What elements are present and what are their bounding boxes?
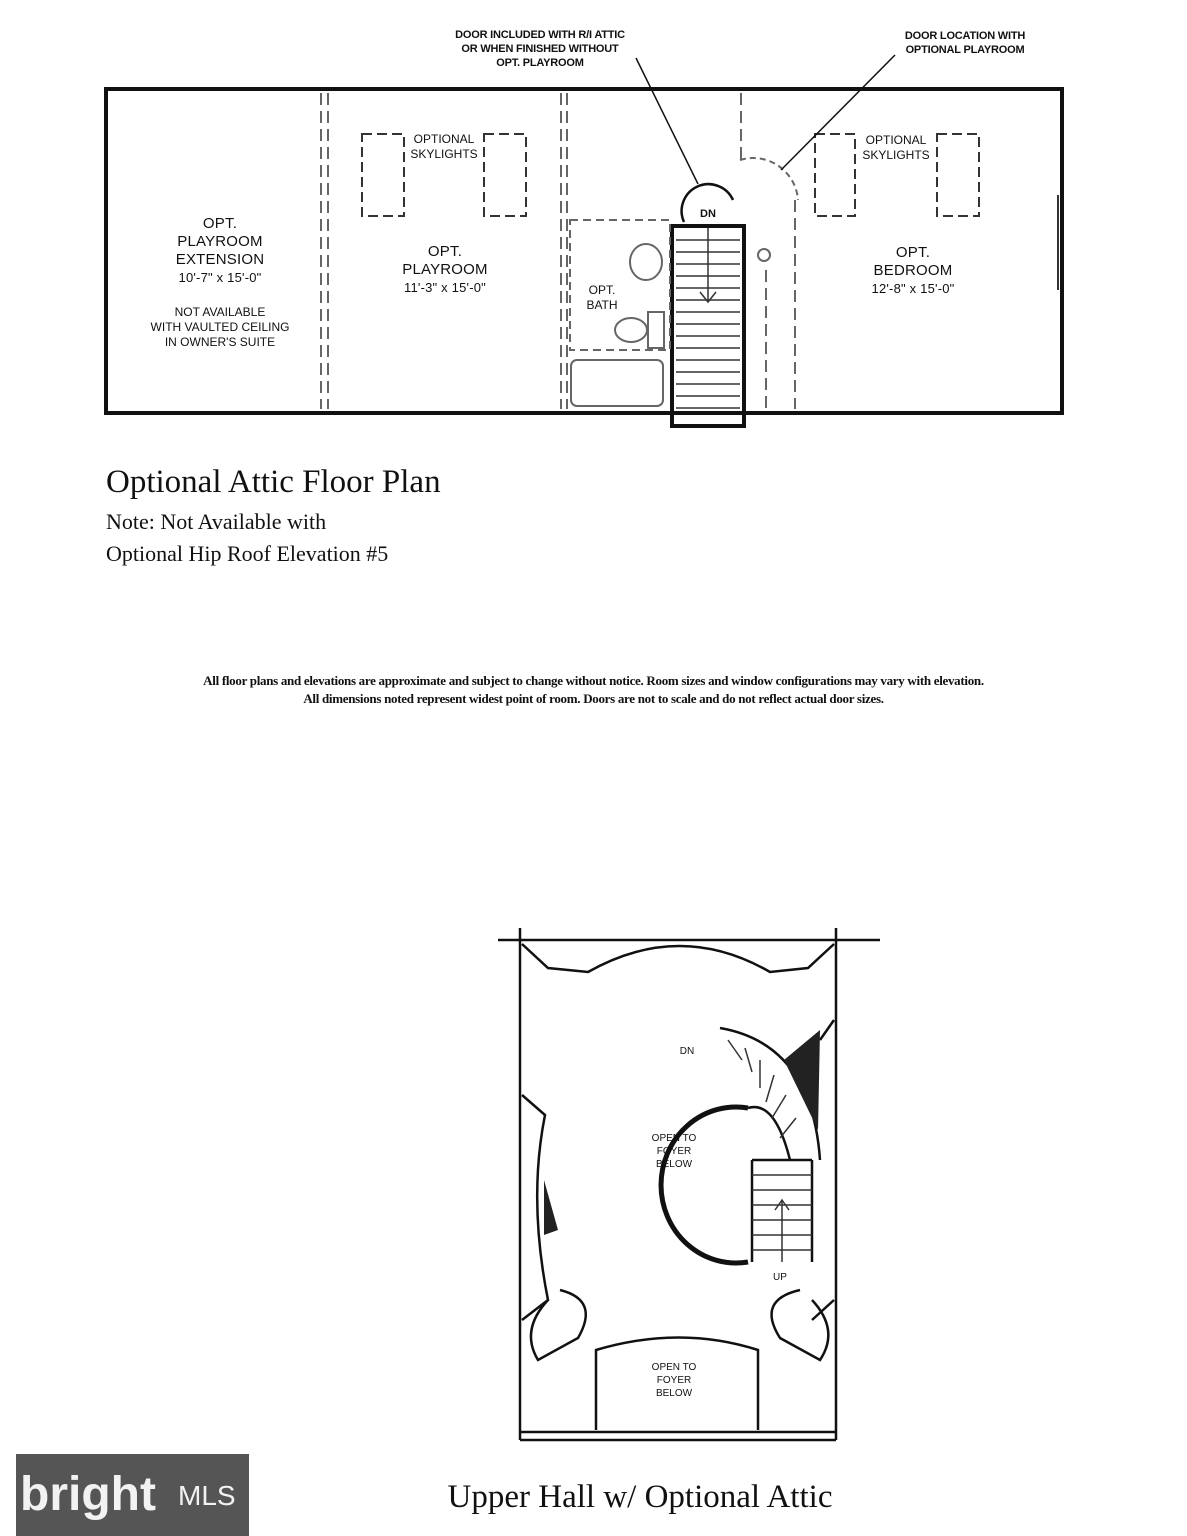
room-line: OPT. xyxy=(427,243,463,260)
callout-line: DOOR LOCATION WITH xyxy=(904,30,1026,42)
disclaimer-line2: All dimensions noted represent widest point of room. Doors are not to scale and do not reflect actual door sizes. xyxy=(303,691,884,706)
door-location-callout xyxy=(870,29,1060,57)
foyer-line: BELOW xyxy=(655,1388,693,1399)
skylight-line: OPTIONAL xyxy=(865,133,927,147)
upper-hall-title: Upper Hall w/ Optional Attic xyxy=(447,1479,833,1515)
room-dimension: 10'-7" x 15'-0" xyxy=(178,270,262,285)
foyer-line: FOYER xyxy=(656,1146,692,1157)
room-line: EXTENSION xyxy=(175,251,265,268)
upper-hall-dn-label: DN xyxy=(679,1046,695,1057)
door-ri-callout xyxy=(430,28,650,70)
callout-line: OPT. PLAYROOM xyxy=(496,57,584,69)
foyer-line: BELOW xyxy=(655,1159,693,1170)
callout-line: DOOR INCLUDED WITH R/I ATTIC xyxy=(455,29,625,41)
skylight-line: SKYLIGHTS xyxy=(410,147,478,161)
stair-dn-label: DN xyxy=(700,208,716,220)
note-line: WITH VAULTED CEILING xyxy=(150,320,290,334)
room-line: BATH xyxy=(586,298,618,312)
watermark-brand: bright xyxy=(20,1468,156,1521)
watermark-suffix: MLS xyxy=(178,1480,236,1511)
upper-hall-up-label: UP xyxy=(773,1272,787,1283)
attic-note-line1: Note: Not Available with xyxy=(106,509,327,534)
note-line: IN OWNER'S SUITE xyxy=(164,335,276,349)
skylights-label-right xyxy=(856,133,936,163)
room-dimension: 11'-3" x 15'-0" xyxy=(404,280,486,295)
foyer-line: FOYER xyxy=(656,1375,692,1386)
attic-note-line2: Optional Hip Roof Elevation #5 xyxy=(106,541,389,566)
room-line: OPT. xyxy=(895,244,931,261)
open-to-foyer-lower xyxy=(634,1361,714,1400)
playroom-extension-note xyxy=(130,305,310,350)
room-line: BEDROOM xyxy=(873,262,953,279)
bright-mls-watermark xyxy=(16,1454,249,1536)
skylight-line: SKYLIGHTS xyxy=(862,148,930,162)
foyer-line: OPEN TO xyxy=(651,1362,697,1373)
skylight-line: OPTIONAL xyxy=(413,132,475,146)
room-line: PLAYROOM xyxy=(177,233,263,250)
room-line: PLAYROOM xyxy=(402,261,488,278)
playroom-extension-label xyxy=(140,215,300,287)
callout-line: OR WHEN FINISHED WITHOUT xyxy=(461,43,619,55)
room-dimension: 12'-8" x 15'-0" xyxy=(871,281,955,296)
room-line: OPT. xyxy=(588,283,616,297)
playroom-label xyxy=(370,243,520,297)
bedroom-label xyxy=(838,244,988,298)
skylights-label-left xyxy=(404,132,484,162)
bath-label xyxy=(577,283,627,313)
attic-plan-title: Optional Attic Floor Plan xyxy=(106,464,441,500)
foyer-line: OPEN TO xyxy=(651,1133,697,1144)
room-line: OPT. xyxy=(202,215,238,232)
open-to-foyer-upper xyxy=(634,1132,714,1171)
disclaimer-line1: All floor plans and elevations are approximate and subject to change without notice. Room sizes and window configurations may vary with elevation. xyxy=(203,673,984,688)
note-line: NOT AVAILABLE xyxy=(174,305,266,319)
callout-line: OPTIONAL PLAYROOM xyxy=(905,44,1025,56)
